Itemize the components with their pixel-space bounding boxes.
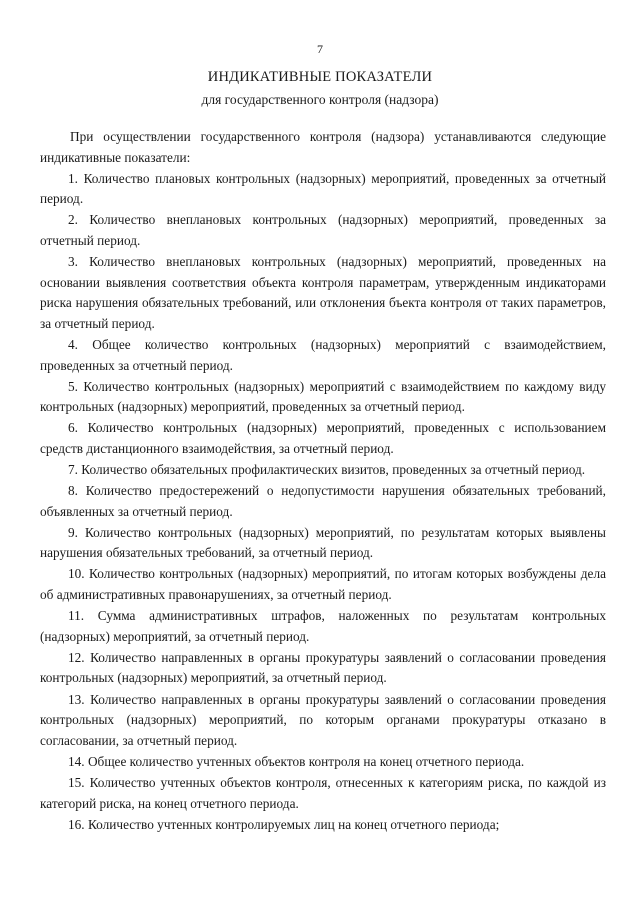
- indicator-item-14: 14. Общее количество учтенных объектов контроля на конец отчетного периода.: [68, 753, 525, 769]
- document-body: [40, 127, 606, 836]
- indicator-item-4: 4. Общее количество контрольных (надзорных) мероприятий с взаимодействием, проведенных за отчетный период.: [40, 336, 606, 373]
- indicator-item-5: 5. Количество контрольных (надзорных) мероприятий с взаимодействием по каждому виду контрольных (надзорных) мероприятий, проведенных за отчетный период.: [40, 378, 606, 415]
- document-title: ИНДИКАТИВНЫЕ ПОКАЗАТЕЛИ: [207, 69, 433, 85]
- indicator-item-7: 7. Количество обязательных профилактических визитов, проведенных за отчетный период.: [68, 462, 586, 477]
- indicator-item-15: 15. Количество учтенных объектов контроля, отнесенных к категориям риска, по каждой из категорий риска, на конец отчетного периода.: [40, 774, 606, 811]
- intro-paragraph: При осуществлении государственного контроля (надзора) устанавливаются следующие индикативные показатели:: [40, 129, 606, 165]
- indicator-item-3: 3. Количество внеплановых контрольных (надзорных) мероприятий, проведенных на основании выявления соответствия объекта контроля параметрам, утвержденным индикаторами риска нарушения обязательных требований, или отклонения бъекта контроля от таких параметров, за отчетный период.: [40, 254, 606, 331]
- indicator-item-11: 11. Сумма административных штрафов, наложенных по результатам контрольных (надзорных) мероприятий, за отчетный период.: [40, 608, 606, 644]
- document-subtitle: для государственного контроля (надзора): [201, 92, 439, 107]
- indicator-item-8: 8. Количество предостережений о недопустимости нарушения обязательных требований, объявленных за отчетный период.: [40, 483, 606, 519]
- indicator-item-1: 1. Количество плановых контрольных (надзорных) мероприятий, проведенных за отчетный период.: [40, 170, 606, 207]
- indicator-item-16: 16. Количество учтенных контролируемых лиц на конец отчетного периода;: [68, 816, 500, 832]
- indicator-item-13: 13. Количество направленных в органы прокуратуры заявлений о согласовании проведения контрольных (надзорных) мероприятий, по которым органами прокуратуры отказано в согласовании, за отчетный период.: [40, 691, 606, 748]
- indicator-item-10: 10. Количество контрольных (надзорных) мероприятий, по итогам которых возбуждены дела об административных правонарушениях, за отчетный период.: [40, 566, 606, 603]
- indicator-item-12: 12. Количество направленных в органы прокуратуры заявлений о согласовании проведения контрольных (надзорных) мероприятий, за отчетный период.: [40, 649, 606, 686]
- page-number: 7: [317, 42, 323, 56]
- indicator-item-9: 9. Количество контрольных (надзорных) мероприятий, по результатам которых выявлены нарушения обязательных требований, за отчетный период.: [40, 524, 606, 561]
- indicator-item-2: 2. Количество внеплановых контрольных (надзорных) мероприятий, проведенных за отчетный период.: [40, 212, 606, 248]
- indicator-item-6: 6. Количество контрольных (надзорных) мероприятий, проведенных с использованием средств дистанционного взаимодействия, за отчетный период.: [40, 420, 606, 456]
